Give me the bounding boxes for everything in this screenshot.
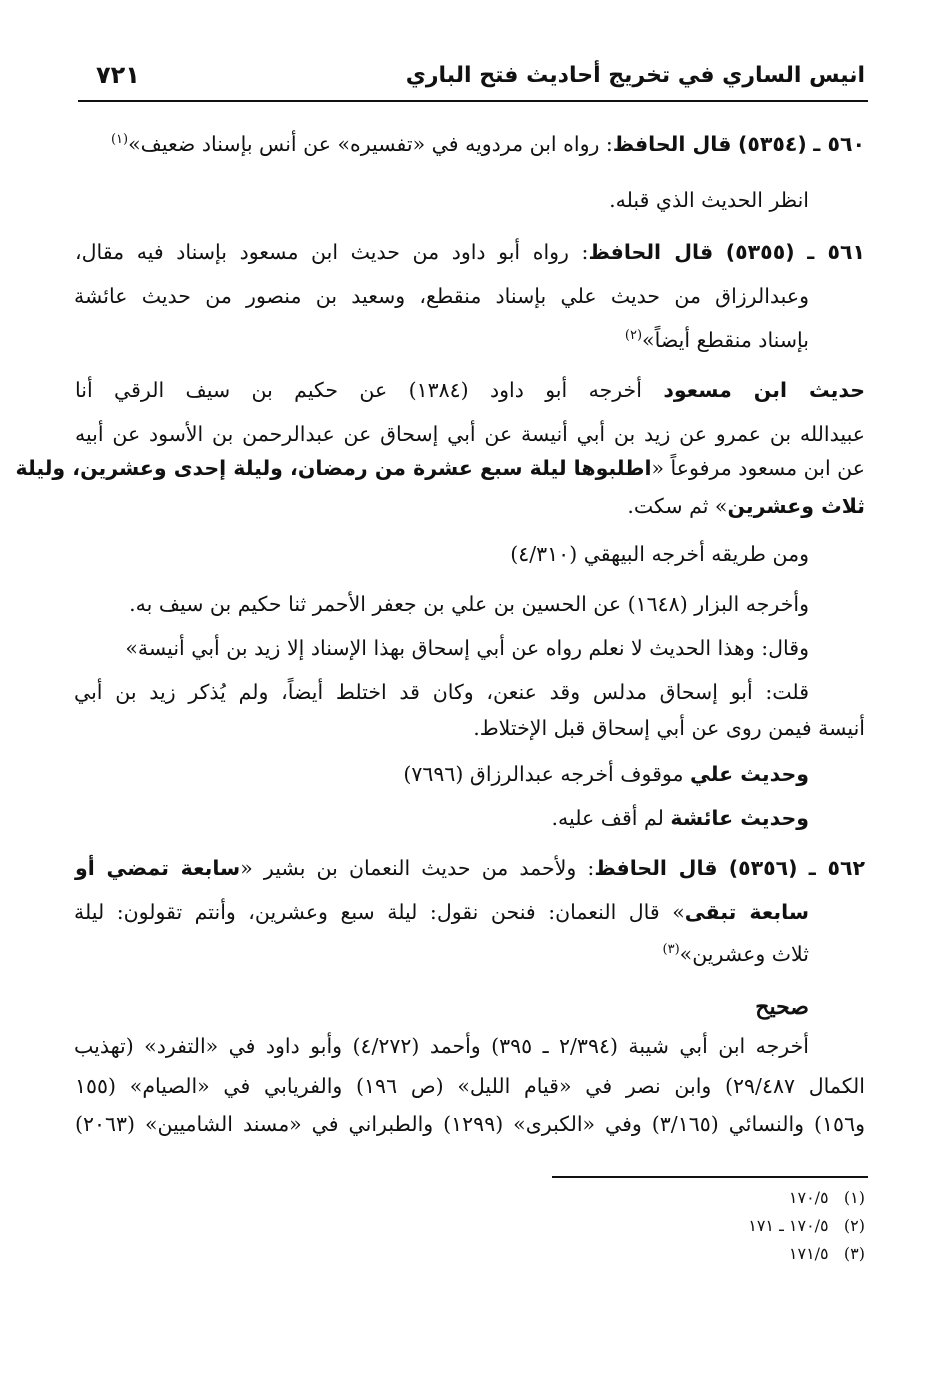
text: أخرجه أبو داود (١٣٨٤) عن حكيم بن سيف الرقي أنا: [75, 378, 642, 402]
footnote-text: ١٧٠/٥ ـ ١٧١: [748, 1216, 829, 1235]
takhrij-line3: و١٥٦) والنسائي (٣/١٦٥) وفي «الكبرى» (١٢٩٩) والطبراني في «مسند الشاميين» (٢٠٦٣): [75, 1112, 865, 1136]
entry-ref: (٥٣٥٦): [728, 856, 798, 880]
entry-562-line1: [75, 856, 865, 880]
bold-lead: وحديث عائشة: [670, 806, 809, 830]
entry-number: ٥٦٢ ـ: [808, 856, 865, 880]
para5-line1: قلت: أبو إسحاق مدلس وقد عنعن، وكان قد اختلط أيضاً، ولم يُذكر زيد بن أبي: [74, 680, 809, 704]
entry-text: ثلاث وعشرين»: [679, 942, 809, 966]
entry-561-line3: [74, 328, 809, 352]
entry-562-line3: [74, 942, 809, 966]
footnote-number: (٣): [843, 1244, 865, 1263]
para1-line2: عبيدالله بن عمرو عن زيد بن أبي أنيسة عن أبي إسحاق عن عبدالرحمن بن الأسود عن أبيه: [75, 422, 865, 446]
entry-560-line2: انظر الحديث الذي قبله.: [609, 188, 809, 212]
entry-label: قال الحافظ: [594, 856, 718, 880]
footnote-3: [789, 1244, 865, 1263]
entry-561-line2: وعبدالرزاق من حديث علي بإسناد منقطع، وسعيد بن منصور من حديث عائشة: [74, 284, 809, 308]
footnote-ref: (٣): [662, 942, 680, 958]
text: موقوف أخرجه عبدالرزاق (٧٦٩٦): [403, 762, 684, 786]
para1-line1: [75, 378, 865, 402]
para2: ومن طريقه أخرجه البيهقي (٤/٣١٠): [510, 542, 809, 566]
entry-ref: (٥٣٥٥): [725, 240, 795, 264]
bold-lead: وحديث علي: [689, 762, 809, 786]
para1-line3: [15, 456, 865, 480]
entry-text: : رواه ابن مردويه في «تفسيره» عن أنس بإسناد ضعيف»: [128, 132, 613, 156]
para5-line2: أنيسة فيمن روى عن أبي إسحاق قبل الإختلاط.: [473, 716, 865, 740]
footnote-text: ١٧٠/٥: [788, 1188, 829, 1207]
footnote-2: [748, 1216, 865, 1235]
entry-text: » قال النعمان: فنحن نقول: ليلة سبع وعشرين، وأنتم تقولون: ليلة: [74, 900, 685, 924]
bold-lead: حديث ابن مسعود: [663, 378, 865, 402]
footnote-number: (٢): [843, 1216, 865, 1235]
entry-number: ٥٦١ ـ: [807, 240, 865, 264]
para4: وقال: وهذا الحديث لا نعلم رواه عن أبي إسحاق بهذا الإسناد إلا زيد بن أبي أنيسة»: [125, 636, 809, 660]
footnote-ref: (١): [110, 132, 129, 148]
hadith-text: اطلبوها ليلة سبع عشرة من رمضان، وليلة إحدى وعشرين، وليلة: [15, 456, 652, 480]
entry-560-line1: [75, 132, 865, 156]
para6: [74, 762, 809, 786]
footnote-rule: [552, 1176, 868, 1178]
header-rule: [78, 100, 868, 102]
entry-label: قال الحافظ: [612, 132, 732, 156]
para3: وأخرجه البزار (١٦٤٨) عن الحسين بن علي بن جعفر الأحمر ثنا حكيم بن سيف به.: [129, 592, 809, 616]
entry-ref: (٥٣٥٤): [737, 132, 807, 156]
page-number: ٧٢١: [96, 61, 140, 89]
entry-text: : رواه أبو داود من حديث ابن مسعود بإسناد فيه مقال،: [75, 240, 589, 264]
hadith-text: سابعة تمضي أو: [75, 856, 241, 880]
footnote-number: (١): [843, 1188, 865, 1207]
hadith-text: ثلاث وعشرين: [727, 494, 865, 518]
entry-label: قال الحافظ: [588, 240, 714, 264]
hadith-text: سابعة تبقى: [684, 900, 809, 924]
takhrij-line1: أخرجه ابن أبي شيبة (٢/٣٩٤ ـ ٣٩٥) وأحمد (٤/٢٧٢) وأبو داود في «التفرد» (تهذيب: [74, 1034, 809, 1058]
text: عن ابن مسعود مرفوعاً «: [651, 456, 865, 480]
takhrij-line2: الكمال ٢٩/٤٨٧) وابن نصر في «قيام الليل» (ص ١٩٦) والفريابي في «الصيام» (١٥٥: [75, 1074, 865, 1098]
entry-number: ٥٦٠ ـ: [813, 132, 865, 156]
footnote-1: [789, 1188, 865, 1207]
para7: [74, 806, 809, 830]
para1-line4: [75, 494, 865, 518]
running-header-title: انيس الساري في تخريج أحاديث فتح الباري: [405, 63, 865, 88]
verdict-heading: صحيح: [755, 994, 809, 1020]
text: » ثم سكت.: [627, 494, 728, 518]
entry-text: بإسناد منقطع أيضاً»: [642, 328, 809, 352]
footnote-ref: (٢): [624, 328, 643, 344]
entry-562-line2: [74, 900, 809, 924]
entry-561-line1: [75, 240, 865, 264]
footnote-text: ١٧١/٥: [788, 1244, 829, 1263]
text: لم أقف عليه.: [551, 806, 664, 830]
entry-text: : ولأحمد من حديث النعمان بن بشير «: [240, 856, 595, 880]
